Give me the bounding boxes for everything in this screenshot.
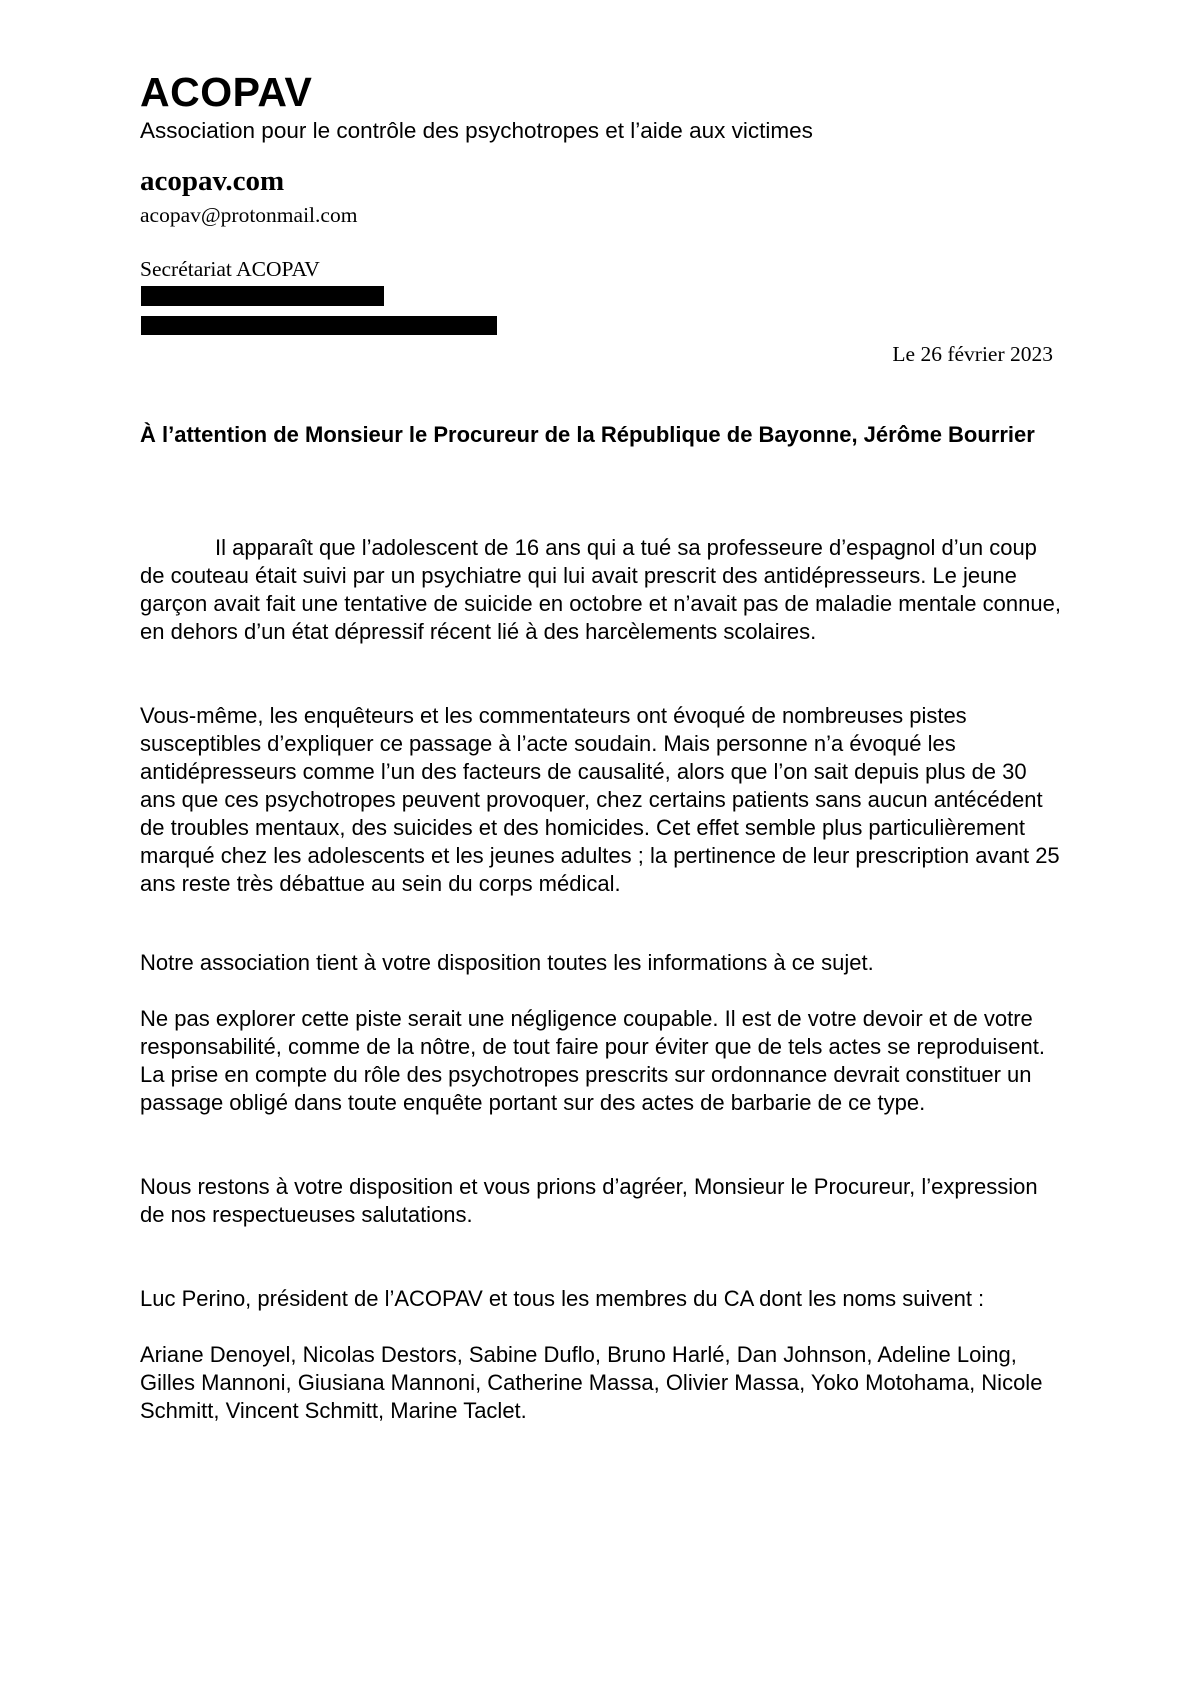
org-name: ACOPAV xyxy=(140,69,313,115)
redacted-address-line-2 xyxy=(141,316,497,335)
body-paragraph-3: Notre association tient à votre disposition toutes les informations à ce sujet. xyxy=(140,950,874,975)
member-list: Ariane Denoyel, Nicolas Destors, Sabine Duflo, Bruno Harlé, Dan Johnson, Adeline Loing, Gilles Mannoni, Giusiana Mannoni, Catherine Massa, Olivier Massa, Yoko Motohama, Nicole Schmitt, Vincent Schmitt, Marine Taclet. xyxy=(140,1342,1043,1423)
letter-date: Le 26 février 2023 xyxy=(892,342,1053,366)
website: acopav.com xyxy=(140,165,285,197)
body-paragraph-4: Ne pas explorer cette piste serait une négligence coupable. Il est de votre devoir et de votre responsabilité, comme de la nôtre, de tout faire pour éviter que de tels actes se reproduisent. La prise en compte du rôle des psychotropes prescrits sur ordonnance devrait constituer un passage obligé dans toute enquête portant sur des actes de barbarie de ce type. xyxy=(140,1006,1045,1115)
signature-line: Luc Perino, président de l’ACOPAV et tous les membres du CA dont les noms suivent : xyxy=(140,1286,985,1311)
secretariat-label: Secrétariat ACOPAV xyxy=(140,257,320,281)
org-fullname: Association pour le contrôle des psychotropes et l’aide aux victimes xyxy=(140,118,813,143)
body-paragraph-5: Nous restons à votre disposition et vous prions d’agréer, Monsieur le Procureur, l’expression de nos respectueuses salutations. xyxy=(140,1174,1038,1227)
body-paragraph-2: Vous-même, les enquêteurs et les commentateurs ont évoqué de nombreuses pistes susceptibles d’expliquer ce passage à l’acte soudain. Mais personne n’a évoqué les antidépresseurs comme l’un des facteurs de causalité, alors que l’on sait depuis plus de 30 ans que ces psychotropes peuvent provoquer, chez certains patients sans aucun antécédent de troubles mentaux, des suicides et des homicides. Cet effet semble plus particulièrement marqué chez les adolescents et les jeunes adultes ; la pertinence de leur prescription avant 25 ans reste très débattue au sein du corps médical. xyxy=(140,703,1060,896)
redacted-address-line-1 xyxy=(141,286,384,306)
body-paragraph-1: Il apparaît que l’adolescent de 16 ans qui a tué sa professeure d’espagnol d’un coup de couteau était suivi par un psychiatre qui lui avait prescrit des antidépresseurs. Le jeune garçon avait fait une tentative de suicide en octobre et n’avait pas de maladie mentale connue, en dehors d’un état dépressif récent lié à des harcèlements scolaires. xyxy=(140,535,1061,644)
email-address: acopav@protonmail.com xyxy=(140,203,358,227)
attention-line: À l’attention de Monsieur le Procureur de la République de Bayonne, Jérôme Bourrier xyxy=(140,422,1035,447)
